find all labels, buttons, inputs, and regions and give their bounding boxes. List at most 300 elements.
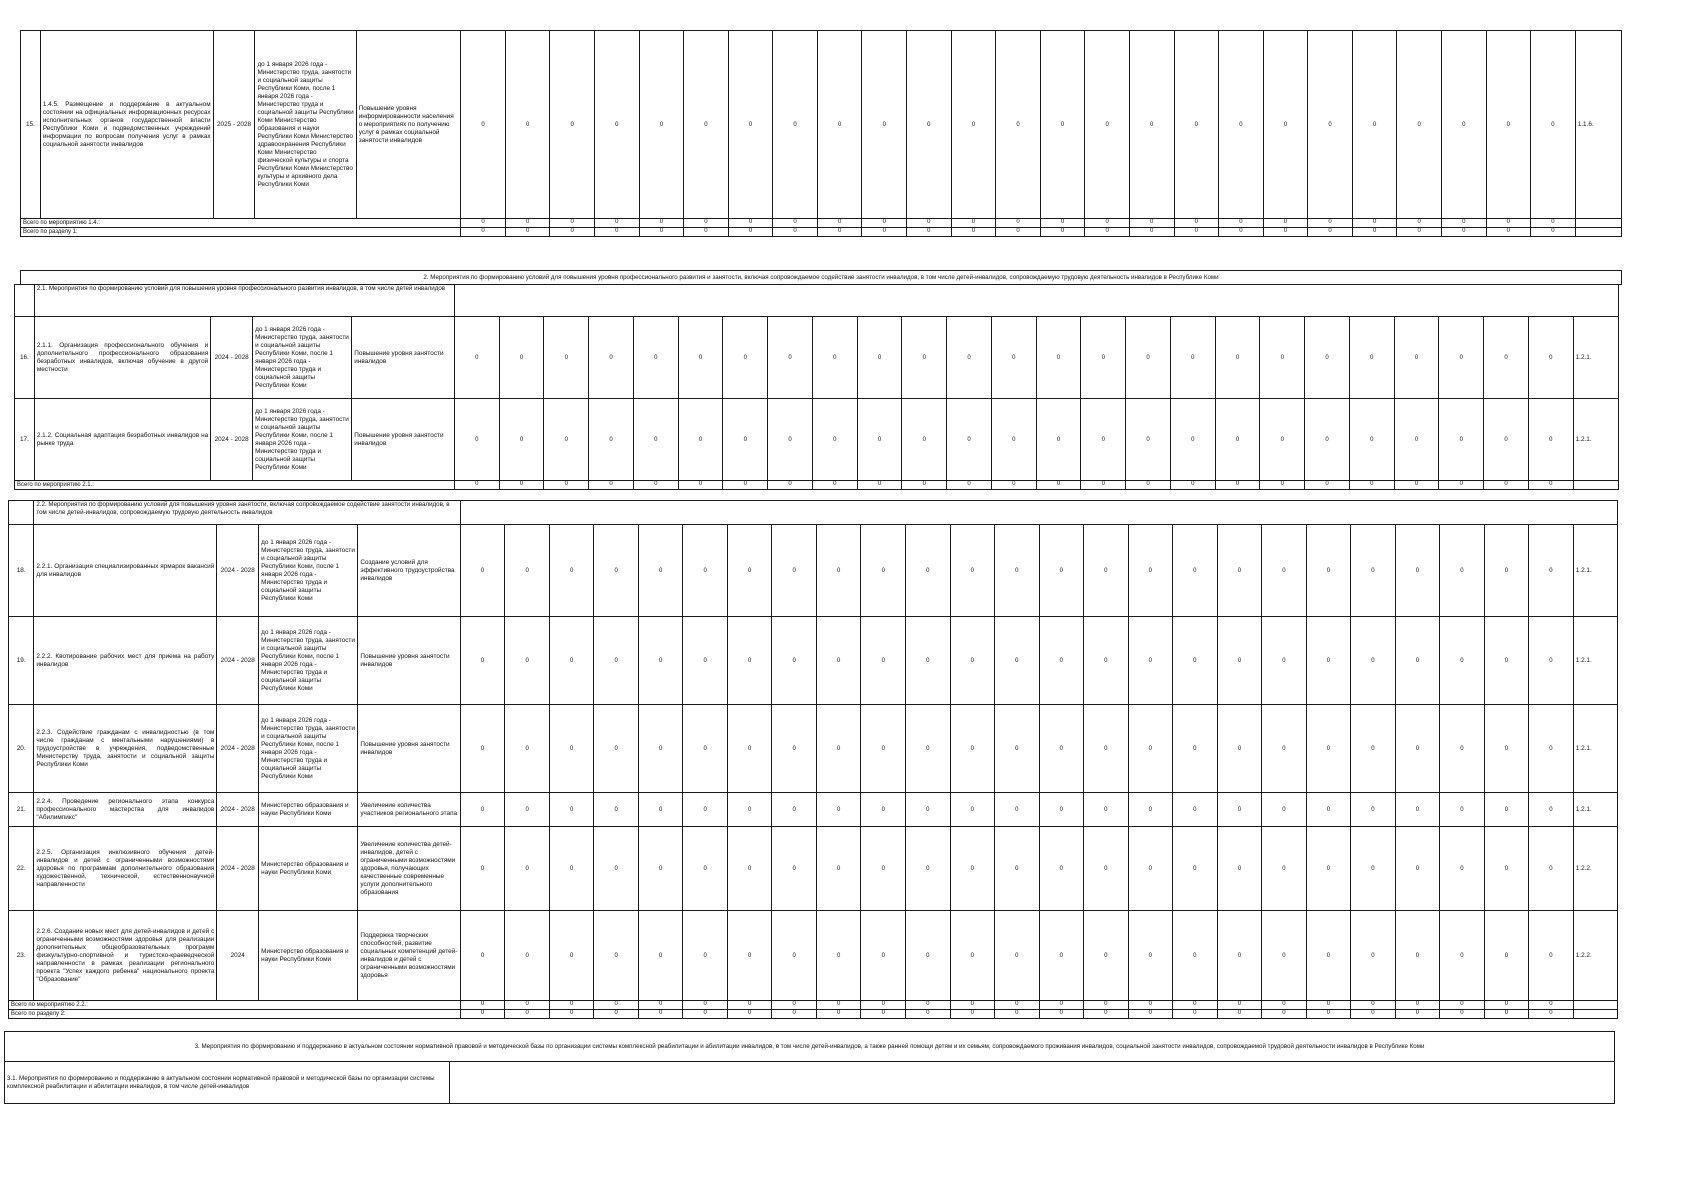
m21-total-3: 0: [544, 481, 589, 490]
s2-total-6: 0: [683, 1010, 728, 1019]
m14-total-20: 0: [1308, 219, 1353, 228]
m22-total-20: 0: [1306, 1001, 1351, 1010]
m14-total-1: 0: [461, 219, 506, 228]
row-r18-value-12: 0: [950, 525, 995, 617]
total-row-m22: [9, 1001, 1618, 1010]
row-r23-value-22: 0: [1395, 911, 1440, 1001]
indicator-link: 1.1.6.: [1575, 31, 1621, 219]
table-row-r18: [9, 525, 1618, 617]
s1-total-2: 0: [505, 228, 550, 237]
row-r23-value-3: 0: [549, 911, 594, 1001]
m21-total-1: 0: [454, 481, 499, 490]
row-r15-value-8: 0: [773, 31, 818, 219]
m21-total-15: 0: [1081, 481, 1126, 490]
row-r18-value-16: 0: [1128, 525, 1173, 617]
indicator-link: 1.2.2.: [1573, 827, 1617, 911]
row-number: 20.: [9, 705, 34, 793]
expected-result: Повышение уровня занятости инвалидов: [358, 617, 460, 705]
row-r17-value-23: 0: [1439, 399, 1484, 481]
section-2-header: [20, 270, 1622, 285]
expected-result: Повышение уровня занятости инвалидов: [352, 317, 455, 399]
row-r20-value-6: 0: [683, 705, 728, 793]
s1-total-13: 0: [996, 228, 1041, 237]
s1-total-24: 0: [1486, 228, 1531, 237]
m14-total-25: 0: [1531, 219, 1576, 228]
s1-total-20: 0: [1308, 228, 1353, 237]
row-r15-value-7: 0: [728, 31, 773, 219]
table-row-r17: [15, 399, 1619, 481]
row-r22-value-15: 0: [1084, 827, 1129, 911]
m21-total-25: 0: [1528, 481, 1573, 490]
s2-total-20: 0: [1306, 1010, 1351, 1019]
row-r22-value-4: 0: [594, 827, 639, 911]
row-r16-value-16: 0: [1126, 317, 1171, 399]
row-r22-value-10: 0: [861, 827, 906, 911]
row-r20-value-15: 0: [1084, 705, 1129, 793]
row-r17-value-16: 0: [1126, 399, 1171, 481]
s1-total-15: 0: [1085, 228, 1130, 237]
m22-total-11: 0: [906, 1001, 951, 1010]
row-r16-value-13: 0: [991, 317, 1036, 399]
total-row-s2: [9, 1010, 1618, 1019]
m21-total-23: 0: [1439, 481, 1484, 490]
expected-result: Увеличение количества детей-инвалидов, детей с ограниченными возможностями здоровья, получающих качественные современные услуги дополнительного образования: [358, 827, 460, 911]
row-r23-value-5: 0: [638, 911, 683, 1001]
row-r17-value-19: 0: [1260, 399, 1305, 481]
row-r21-value-3: 0: [549, 793, 594, 827]
subsection-3-1-empty: [450, 1062, 1615, 1104]
executor: до 1 января 2026 года - Министерство труда, занятости и социальной защиты Республики Коми, после 1 января 2026 года - Министерство труда и социальной защиты Республики Коми Министерство образования и науки Республики Коми Министерство здравоохранения Республики Коми Министерство физической культуры и спорта Республики Коми Министерство культуры и архивного дела Республики Коми: [255, 31, 356, 219]
row-r15-value-22: 0: [1397, 31, 1442, 219]
s1-total-16: 0: [1129, 228, 1174, 237]
row-r18-value-10: 0: [861, 525, 906, 617]
expected-result: Поддержка творческих способностей, развитие социальных компетенций детей-инвалидов и детей с ограниченными возможностями здоровья: [358, 911, 460, 1001]
s2-total-24: 0: [1484, 1010, 1529, 1019]
row-r16-value-9: 0: [812, 317, 857, 399]
m14-total-8: 0: [773, 219, 818, 228]
s1-total-4: 0: [595, 228, 640, 237]
m21-total-16: 0: [1126, 481, 1171, 490]
m21-total-6: 0: [678, 481, 723, 490]
row-r22-value-2: 0: [505, 827, 550, 911]
m14-total-13: 0: [996, 219, 1041, 228]
row-r22-value-21: 0: [1351, 827, 1396, 911]
row-r19-value-23: 0: [1440, 617, 1485, 705]
s2-total-12: 0: [950, 1010, 995, 1019]
total-indicator-empty: [1573, 481, 1618, 490]
row-r23-value-20: 0: [1306, 911, 1351, 1001]
measure-title: 2.2.2. Квотирование рабочих мест для приема на работу инвалидов: [34, 617, 217, 705]
m22-total-2: 0: [505, 1001, 550, 1010]
row-r20-value-24: 0: [1484, 705, 1529, 793]
row-r20-value-5: 0: [638, 705, 683, 793]
row-r18-value-23: 0: [1440, 525, 1485, 617]
period: 2024 - 2028: [211, 317, 253, 399]
period: 2025 - 2028: [213, 31, 255, 219]
row-r21-value-20: 0: [1306, 793, 1351, 827]
row-r20-value-4: 0: [594, 705, 639, 793]
total-row-m14: [21, 219, 1622, 228]
row-r20-value-13: 0: [995, 705, 1040, 793]
m14-total-23: 0: [1441, 219, 1486, 228]
row-r21-value-13: 0: [995, 793, 1040, 827]
executor: до 1 января 2026 года - Министерство труда, занятости и социальной защиты Республики Коми, после 1 января 2026 года - Министерство труда и социальной защиты Республики Коми: [253, 399, 352, 481]
m22-total-22: 0: [1395, 1001, 1440, 1010]
row-r19-value-21: 0: [1351, 617, 1396, 705]
row-r21-value-25: 0: [1529, 793, 1574, 827]
row-r19-value-13: 0: [995, 617, 1040, 705]
table-row-r15: [21, 31, 1622, 219]
table-row-r22: [9, 827, 1618, 911]
s1-total-12: 0: [951, 228, 996, 237]
row-r23-value-8: 0: [772, 911, 817, 1001]
row-r18-value-18: 0: [1217, 525, 1262, 617]
section-2-title: 2. Мероприятия по формированию условий для повышения уровня профессионального развития и занятости, включая сопровождаемое содействие занятости инвалидов, в том числе детей-инвалидов, сопровождаемую трудовую деятельность инвалидов в Республике Коми: [21, 271, 1622, 285]
s2-total-9: 0: [816, 1010, 861, 1019]
row-r20-value-22: 0: [1395, 705, 1440, 793]
row-r20-value-11: 0: [906, 705, 951, 793]
row-r21-value-7: 0: [727, 793, 772, 827]
s2-total-15: 0: [1084, 1010, 1129, 1019]
total-label: Всего по мероприятию 2.1.:: [15, 481, 455, 490]
s1-total-8: 0: [773, 228, 818, 237]
row-r16-value-24: 0: [1484, 317, 1529, 399]
s2-total-21: 0: [1351, 1010, 1396, 1019]
m21-total-17: 0: [1170, 481, 1215, 490]
row-number: 16.: [15, 317, 35, 399]
m22-total-8: 0: [772, 1001, 817, 1010]
executor: до 1 января 2026 года - Министерство труда, занятости и социальной защиты Республики Коми, после 1 января 2026 года - Министерство труда и социальной защиты Республики Коми: [253, 317, 352, 399]
row-r17-value-15: 0: [1081, 399, 1126, 481]
row-r19-value-5: 0: [638, 617, 683, 705]
measure-title: 2.2.6. Создание новых мест для детей-инвалидов и детей с ограниченными возможностями здоровья для реализации дополнительных общеобразовательных программ физкультурно-спортивной и туристско-краеведческой направленности в рамках реализации регионального проекта "Успех каждого ребенка" национального проекта "Образование": [34, 911, 217, 1001]
total-indicator-empty: [1573, 1001, 1617, 1010]
measure-title: 2.1.1. Организация профессионального обучения и дополнительного профессионального образования безработных инвалидов, включая обучение в другой местности: [34, 317, 210, 399]
period: 2024 - 2028: [217, 617, 259, 705]
row-r17-value-17: 0: [1170, 399, 1215, 481]
m22-total-17: 0: [1173, 1001, 1218, 1010]
s1-total-1: 0: [461, 228, 506, 237]
m22-total-25: 0: [1529, 1001, 1574, 1010]
row-r23-value-10: 0: [861, 911, 906, 1001]
m14-total-17: 0: [1174, 219, 1219, 228]
subsection-title: 2.1. Мероприятия по формированию условий для повышения уровня профессионального развития инвалидов, в том числе детей инвалидов: [34, 285, 454, 317]
measure-title: 2.2.4. Проведение регионального этапа конкурса профессионального мастерства для инвалидов "Абилимпикс": [34, 793, 217, 827]
row-r18-value-9: 0: [816, 525, 861, 617]
indicator-link: 1.2.1.: [1573, 399, 1618, 481]
row-r16-value-5: 0: [633, 317, 678, 399]
row-r22-value-16: 0: [1128, 827, 1173, 911]
row-r23-value-1: 0: [460, 911, 505, 1001]
row-r22-value-19: 0: [1262, 827, 1307, 911]
m22-total-12: 0: [950, 1001, 995, 1010]
row-r18-value-21: 0: [1351, 525, 1396, 617]
row-r17-value-22: 0: [1394, 399, 1439, 481]
executor: до 1 января 2026 года - Министерство труда, занятости и социальной защиты Республики Коми, после 1 января 2026 года - Министерство труда и социальной защиты Республики Коми: [259, 525, 358, 617]
row-r18-value-24: 0: [1484, 525, 1529, 617]
row-number: 17.: [15, 399, 35, 481]
row-r19-value-12: 0: [950, 617, 995, 705]
expected-result: Повышение уровня занятости инвалидов: [358, 705, 460, 793]
s1-total-10: 0: [862, 228, 907, 237]
m21-total-22: 0: [1394, 481, 1439, 490]
row-r20-value-10: 0: [861, 705, 906, 793]
row-r15-value-3: 0: [550, 31, 595, 219]
s2-total-7: 0: [727, 1010, 772, 1019]
m21-total-4: 0: [589, 481, 634, 490]
row-r21-value-23: 0: [1440, 793, 1485, 827]
row-r16-value-21: 0: [1349, 317, 1394, 399]
s2-total-8: 0: [772, 1010, 817, 1019]
row-r19-value-25: 0: [1529, 617, 1574, 705]
m22-total-19: 0: [1262, 1001, 1307, 1010]
row-r20-value-7: 0: [727, 705, 772, 793]
row-r15-value-6: 0: [684, 31, 729, 219]
m22-total-1: 0: [460, 1001, 505, 1010]
row-r21-value-21: 0: [1351, 793, 1396, 827]
period: 2024 - 2028: [217, 827, 259, 911]
row-r21-value-24: 0: [1484, 793, 1529, 827]
total-label: Всего по разделу 1:: [21, 228, 461, 237]
row-r19-value-14: 0: [1039, 617, 1084, 705]
row-r17-value-7: 0: [723, 399, 768, 481]
row-r22-value-3: 0: [549, 827, 594, 911]
row-r21-value-11: 0: [906, 793, 951, 827]
row-r20-value-9: 0: [816, 705, 861, 793]
row-r16-value-11: 0: [902, 317, 947, 399]
m14-total-19: 0: [1263, 219, 1308, 228]
table-block-rows16-17: [14, 284, 1619, 490]
row-r19-value-9: 0: [816, 617, 861, 705]
row-r21-value-2: 0: [505, 793, 550, 827]
measure-title: 2.2.3. Содействие гражданам с инвалидностью (в том числе гражданам с ментальными нарушениями) в трудоустройстве в учреждения, подведомственные Министерству труда, занятости и социальной защиты Республики Коми: [34, 705, 217, 793]
row-r21-value-22: 0: [1395, 793, 1440, 827]
row-r23-value-9: 0: [816, 911, 861, 1001]
row-r22-value-18: 0: [1217, 827, 1262, 911]
row-r20-value-2: 0: [505, 705, 550, 793]
row-r19-value-2: 0: [505, 617, 550, 705]
indicator-link: 1.2.1.: [1573, 793, 1617, 827]
row-r21-value-4: 0: [594, 793, 639, 827]
s2-total-1: 0: [460, 1010, 505, 1019]
row-r16-value-8: 0: [768, 317, 813, 399]
row-r16-value-12: 0: [947, 317, 992, 399]
row-r20-value-16: 0: [1128, 705, 1173, 793]
row-r20-value-21: 0: [1351, 705, 1396, 793]
row-r22-value-8: 0: [772, 827, 817, 911]
row-r22-value-14: 0: [1039, 827, 1084, 911]
m22-total-21: 0: [1351, 1001, 1396, 1010]
row-number: 21.: [9, 793, 34, 827]
total-label: Всего по мероприятию 1.4.:: [21, 219, 461, 228]
row-r15-value-12: 0: [951, 31, 996, 219]
s2-total-22: 0: [1395, 1010, 1440, 1019]
m22-total-23: 0: [1440, 1001, 1485, 1010]
row-r15-value-2: 0: [505, 31, 550, 219]
s1-total-11: 0: [907, 228, 952, 237]
s1-total-25: 0: [1531, 228, 1576, 237]
subsection-2-1: [15, 285, 1619, 317]
row-r16-value-23: 0: [1439, 317, 1484, 399]
total-label: Всего по разделу 2:: [9, 1010, 461, 1019]
row-r17-value-14: 0: [1036, 399, 1081, 481]
row-r18-value-17: 0: [1173, 525, 1218, 617]
s1-total-6: 0: [684, 228, 729, 237]
row-r17-value-3: 0: [544, 399, 589, 481]
row-r17-value-9: 0: [812, 399, 857, 481]
row-r23-value-11: 0: [906, 911, 951, 1001]
s2-total-11: 0: [906, 1010, 951, 1019]
m21-total-24: 0: [1484, 481, 1529, 490]
row-r20-value-19: 0: [1262, 705, 1307, 793]
m21-total-11: 0: [902, 481, 947, 490]
row-r16-value-14: 0: [1036, 317, 1081, 399]
row-r22-value-25: 0: [1529, 827, 1574, 911]
row-r18-value-7: 0: [727, 525, 772, 617]
row-r16-value-10: 0: [857, 317, 902, 399]
row-r22-value-11: 0: [906, 827, 951, 911]
m22-total-18: 0: [1217, 1001, 1262, 1010]
row-r18-value-20: 0: [1306, 525, 1351, 617]
s2-total-17: 0: [1173, 1010, 1218, 1019]
row-r15-value-25: 0: [1531, 31, 1576, 219]
s2-total-16: 0: [1128, 1010, 1173, 1019]
row-r20-value-14: 0: [1039, 705, 1084, 793]
m14-total-24: 0: [1486, 219, 1531, 228]
s2-total-13: 0: [995, 1010, 1040, 1019]
subsection-2-2: [9, 501, 1618, 525]
row-r15-value-14: 0: [1040, 31, 1085, 219]
row-r23-value-15: 0: [1084, 911, 1129, 1001]
row-r16-value-7: 0: [723, 317, 768, 399]
total-label: Всего по мероприятию 2.2.:: [9, 1001, 461, 1010]
m14-total-15: 0: [1085, 219, 1130, 228]
row-r22-value-6: 0: [683, 827, 728, 911]
row-r19-value-1: 0: [460, 617, 505, 705]
row-r21-value-14: 0: [1039, 793, 1084, 827]
total-row-s1: [21, 228, 1622, 237]
row-r16-value-25: 0: [1528, 317, 1573, 399]
row-r18-value-19: 0: [1262, 525, 1307, 617]
m22-total-15: 0: [1084, 1001, 1129, 1010]
m14-total-22: 0: [1397, 219, 1442, 228]
m14-total-4: 0: [595, 219, 640, 228]
row-r15-value-18: 0: [1219, 31, 1264, 219]
s2-total-2: 0: [505, 1010, 550, 1019]
row-r15-value-9: 0: [817, 31, 862, 219]
s1-total-3: 0: [550, 228, 595, 237]
row-r20-value-23: 0: [1440, 705, 1485, 793]
m21-total-9: 0: [812, 481, 857, 490]
row-r17-value-11: 0: [902, 399, 947, 481]
row-r17-value-6: 0: [678, 399, 723, 481]
row-number: 18.: [9, 525, 34, 617]
indicator-link: 1.2.1.: [1573, 617, 1617, 705]
row-r17-value-4: 0: [589, 399, 634, 481]
m14-total-21: 0: [1352, 219, 1397, 228]
m21-total-19: 0: [1260, 481, 1305, 490]
row-r18-value-15: 0: [1084, 525, 1129, 617]
row-r20-value-1: 0: [460, 705, 505, 793]
row-r21-value-10: 0: [861, 793, 906, 827]
row-r22-value-13: 0: [995, 827, 1040, 911]
table-block-row15: [20, 30, 1622, 237]
m14-total-14: 0: [1040, 219, 1085, 228]
executor: Министерство образования и науки Республики Коми: [259, 827, 358, 911]
s2-total-19: 0: [1262, 1010, 1307, 1019]
row-r20-value-17: 0: [1173, 705, 1218, 793]
row-r16-value-18: 0: [1215, 317, 1260, 399]
executor: Министерство образования и науки Республики Коми: [259, 911, 358, 1001]
row-r18-value-4: 0: [594, 525, 639, 617]
executor: Министерство образования и науки Республики Коми: [259, 793, 358, 827]
row-r23-value-19: 0: [1262, 911, 1307, 1001]
m14-total-6: 0: [684, 219, 729, 228]
indicator-link: 1.2.1.: [1573, 317, 1618, 399]
subsection-title: 2.2. Мероприятия по формированию условий для повышения уровня занятости, включая сопровождаемое содействие занятости инвалидов, в том числе детей-инвалидов, сопровождаемую трудовую деятельность инвалидов: [34, 501, 461, 525]
table-row-r23: [9, 911, 1618, 1001]
row-r22-value-17: 0: [1173, 827, 1218, 911]
row-r20-value-12: 0: [950, 705, 995, 793]
row-r23-value-16: 0: [1128, 911, 1173, 1001]
row-r15-value-10: 0: [862, 31, 907, 219]
row-r22-value-1: 0: [460, 827, 505, 911]
s2-total-10: 0: [861, 1010, 906, 1019]
row-r22-value-24: 0: [1484, 827, 1529, 911]
row-r17-value-21: 0: [1349, 399, 1394, 481]
row-r22-value-23: 0: [1440, 827, 1485, 911]
m21-total-21: 0: [1349, 481, 1394, 490]
m21-total-8: 0: [768, 481, 813, 490]
total-indicator-empty: [1573, 1010, 1617, 1019]
table-block-rows18-23: [8, 500, 1618, 1019]
m14-total-18: 0: [1219, 219, 1264, 228]
s1-total-5: 0: [639, 228, 684, 237]
m22-total-10: 0: [861, 1001, 906, 1010]
row-number: 15.: [21, 31, 41, 219]
m22-total-16: 0: [1128, 1001, 1173, 1010]
m21-total-13: 0: [991, 481, 1036, 490]
measure-title: 2.2.1. Организация специализированных ярмарок вакансий для инвалидов: [34, 525, 217, 617]
executor: до 1 января 2026 года - Министерство труда, занятости и социальной защиты Республики Коми, после 1 января 2026 года - Министерство труда и социальной защиты Республики Коми: [259, 617, 358, 705]
m22-total-13: 0: [995, 1001, 1040, 1010]
m21-total-20: 0: [1305, 481, 1350, 490]
row-r21-value-12: 0: [950, 793, 995, 827]
row-r23-value-18: 0: [1217, 911, 1262, 1001]
table-row-r19: [9, 617, 1618, 705]
expected-result: Увеличение количества участников регионального этапа: [358, 793, 460, 827]
executor: до 1 января 2026 года - Министерство труда, занятости и социальной защиты Республики Коми, после 1 января 2026 года - Министерство труда и социальной защиты Республики Коми: [259, 705, 358, 793]
m21-total-18: 0: [1215, 481, 1260, 490]
row-r22-value-20: 0: [1306, 827, 1351, 911]
s2-total-4: 0: [594, 1010, 639, 1019]
row-r22-value-22: 0: [1395, 827, 1440, 911]
period: 2024 - 2028: [217, 705, 259, 793]
row-r15-value-24: 0: [1486, 31, 1531, 219]
row-number: 22.: [9, 827, 34, 911]
row-r21-value-1: 0: [460, 793, 505, 827]
row-r15-value-16: 0: [1129, 31, 1174, 219]
row-r23-value-13: 0: [995, 911, 1040, 1001]
row-r21-value-15: 0: [1084, 793, 1129, 827]
row-r15-value-4: 0: [595, 31, 640, 219]
m14-total-10: 0: [862, 219, 907, 228]
row-r23-value-25: 0: [1529, 911, 1574, 1001]
row-r22-value-5: 0: [638, 827, 683, 911]
row-r22-value-7: 0: [727, 827, 772, 911]
row-r23-value-4: 0: [594, 911, 639, 1001]
indicator-link: 1.2.2.: [1573, 911, 1617, 1001]
